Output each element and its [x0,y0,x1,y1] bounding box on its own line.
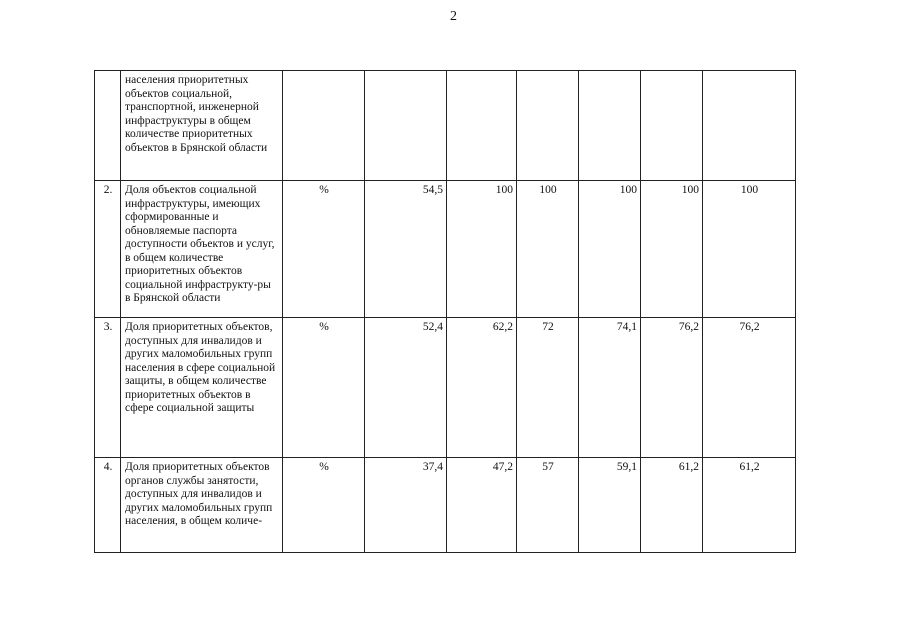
indicators-table [94,70,796,553]
value-cell [641,71,703,181]
value-cell: 76,2 [641,318,703,458]
value-cell: 76,2 [703,318,796,458]
row-number [95,71,121,181]
value-cell: 100 [579,181,641,318]
row-number: 4. [95,458,121,553]
value-cell: 47,2 [447,458,517,553]
indicator-name: Доля приоритетных объектов, доступных для инвалидов и других маломобильных групп населения в сфере социальной защиты, в общем количестве приоритетных объектов в сфере социальной защиты [121,318,283,458]
value-cell: 62,2 [447,318,517,458]
table-row [95,71,796,181]
value-cell: 61,2 [703,458,796,553]
value-cell [703,71,796,181]
value-cell: 54,5 [365,181,447,318]
value-cell: 52,4 [365,318,447,458]
unit: % [283,318,365,458]
value-cell [365,71,447,181]
row-number: 3. [95,318,121,458]
unit: % [283,181,365,318]
row-number: 2. [95,181,121,318]
unit: % [283,458,365,553]
value-cell: 61,2 [641,458,703,553]
value-cell: 100 [641,181,703,318]
unit [283,71,365,181]
value-cell: 100 [447,181,517,318]
value-cell: 57 [517,458,579,553]
table-row [95,318,796,458]
value-cell: 100 [517,181,579,318]
indicator-name: населения приоритетных объектов социальной, транспортной, инженерной инфраструктуры в общем количестве приоритетных объектов в Брянской области [121,71,283,181]
value-cell [447,71,517,181]
value-cell: 100 [703,181,796,318]
value-cell [517,71,579,181]
table-row [95,458,796,553]
indicator-name: Доля приоритетных объектов органов службы занятости, доступных для инвалидов и других маломобильных групп населения, в общем количе- [121,458,283,553]
value-cell: 37,4 [365,458,447,553]
value-cell: 59,1 [579,458,641,553]
value-cell: 74,1 [579,318,641,458]
value-cell [579,71,641,181]
indicator-name: Доля объектов социальной инфраструктуры, имеющих сформированные и обновляемые паспорта доступности объектов и услуг, в общем количестве приоритетных объектов социальной инфраструкту-ры в Брянской области [121,181,283,318]
value-cell: 72 [517,318,579,458]
page-number: 2 [450,9,457,24]
table-row [95,181,796,318]
